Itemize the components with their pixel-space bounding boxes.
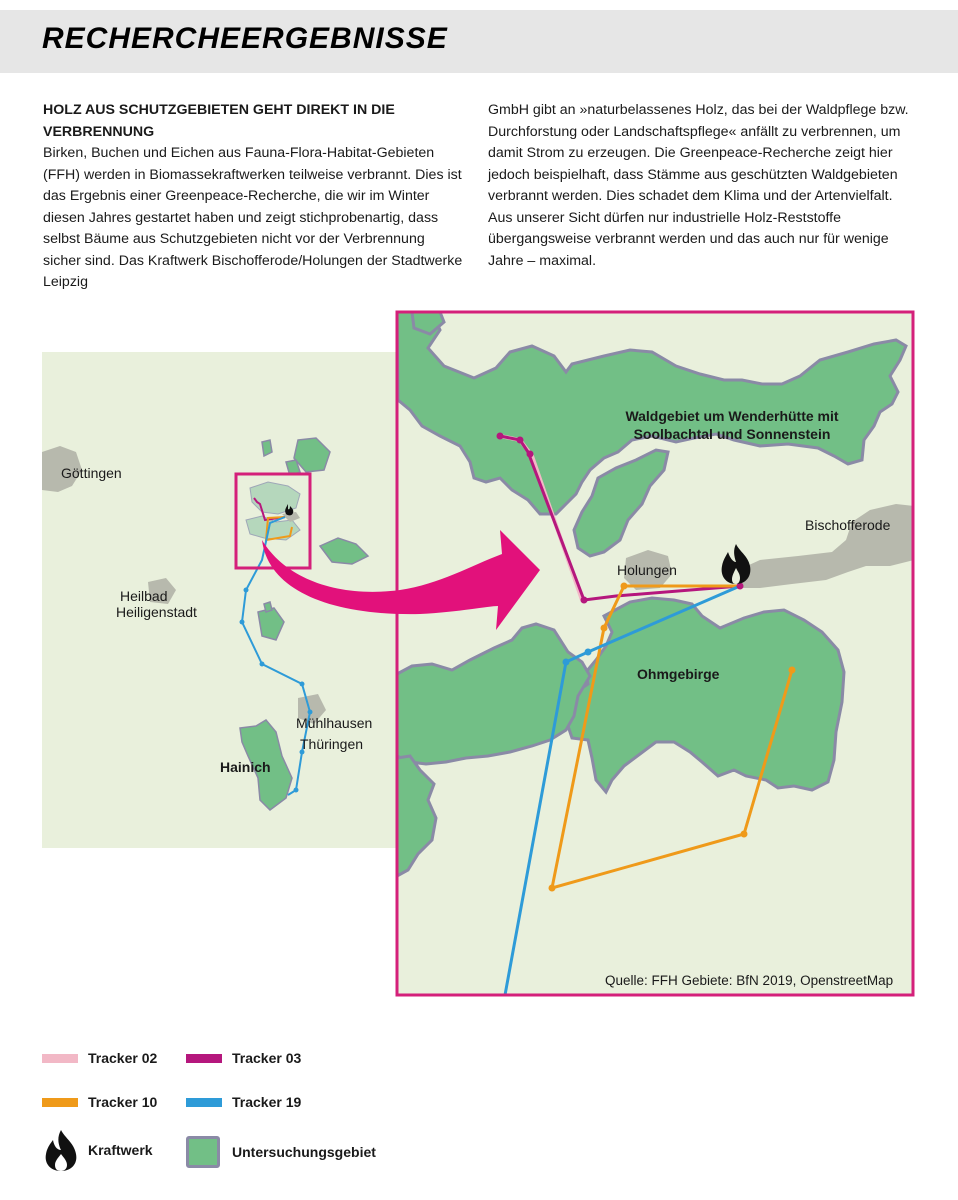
legend-item-tracker10	[42, 1094, 157, 1110]
flame-icon	[42, 1128, 80, 1172]
legend-label: Tracker 19	[232, 1094, 302, 1110]
label-heiligenstadt: Heiligenstadt	[116, 604, 197, 620]
forest-area	[264, 602, 272, 612]
legend-item-tracker02	[42, 1050, 157, 1066]
tracker03-swatch	[186, 1054, 222, 1063]
detail-map	[397, 312, 914, 995]
label-thueringen: Thüringen	[300, 736, 364, 752]
tracker02-swatch	[42, 1054, 78, 1063]
legend-label: Tracker 02	[88, 1050, 158, 1066]
legend-label: Tracker 03	[232, 1050, 302, 1066]
legend-label: Untersuchungsgebiet	[232, 1144, 376, 1160]
label-forest-line1: Waldgebiet um Wenderhütte mit	[625, 408, 839, 424]
legend-item-untersuchungsgebiet	[186, 1136, 376, 1168]
label-forest-line2: Soolbachtal und Sonnenstein	[633, 426, 831, 442]
intro-left-text: Birken, Buchen und Eichen aus Fauna-Flora-Habitat-Gebieten (FFH) werden in Biomassekraftwerken teilweise verbrannt. Dies ist das Ergebnis einer Greenpeace-Recherche, die wir im Winter diesen Jahres gestartet haben und zeigt stichprobenartig, dass selbst Bäume aus Schutzgebieten nicht vor der Verbrennung sicher sind. Das Kraftwerk Bischofferode/Holungen der Stadtwerke Leipzig	[43, 145, 463, 290]
source-credit: Quelle: FFH Gebiete: BfN 2019, OpenstreetMap	[605, 973, 894, 988]
legend-item-tracker03	[186, 1050, 301, 1066]
legend-item-tracker19	[186, 1094, 301, 1110]
intro-right-text: GmbH gibt an »naturbelassenes Holz, das bei der Waldpflege bzw. Durchforstung oder Landschaftspflege« anfällt zu verbrennen, um damit Strom zu erzeugen. Die Greenpeace-Recherche zeigt hier jedoch beispielhaft, dass Stämme aus geschützten Waldgebieten verbrannt werden. Dies schadet dem Klima und der Artenvielfalt. Aus unserer Sicht dürfen nur industrielle Holz-Reststoffe übergangsweise verbrannt werden und das auch nur für wenige Jahre – maximal.	[488, 102, 909, 269]
label-bischofferode: Bischofferode	[805, 517, 891, 533]
legend	[40, 1040, 460, 1180]
label-ohmgebirge: Ohmgebirge	[637, 666, 720, 682]
label-hainich: Hainich	[220, 759, 271, 775]
label-goettingen: Göttingen	[61, 465, 122, 481]
legend-label: Kraftwerk	[88, 1142, 153, 1158]
page-title: RECHERCHEERGEBNISSE	[42, 22, 448, 55]
tracker10-swatch	[42, 1098, 78, 1107]
forest-area-swatch	[186, 1136, 220, 1168]
label-holungen: Holungen	[617, 562, 677, 578]
label-heilbad: Heilbad	[120, 588, 168, 604]
tracker19-swatch	[186, 1098, 222, 1107]
legend-item-kraftwerk	[42, 1128, 153, 1172]
intro-heading: HOLZ AUS SCHUTZGEBIETEN GEHT DIREKT IN DIE VERBRENNUNG	[43, 102, 395, 140]
legend-label: Tracker 10	[88, 1094, 158, 1110]
label-muehlhausen: Mühlhausen	[296, 715, 373, 731]
